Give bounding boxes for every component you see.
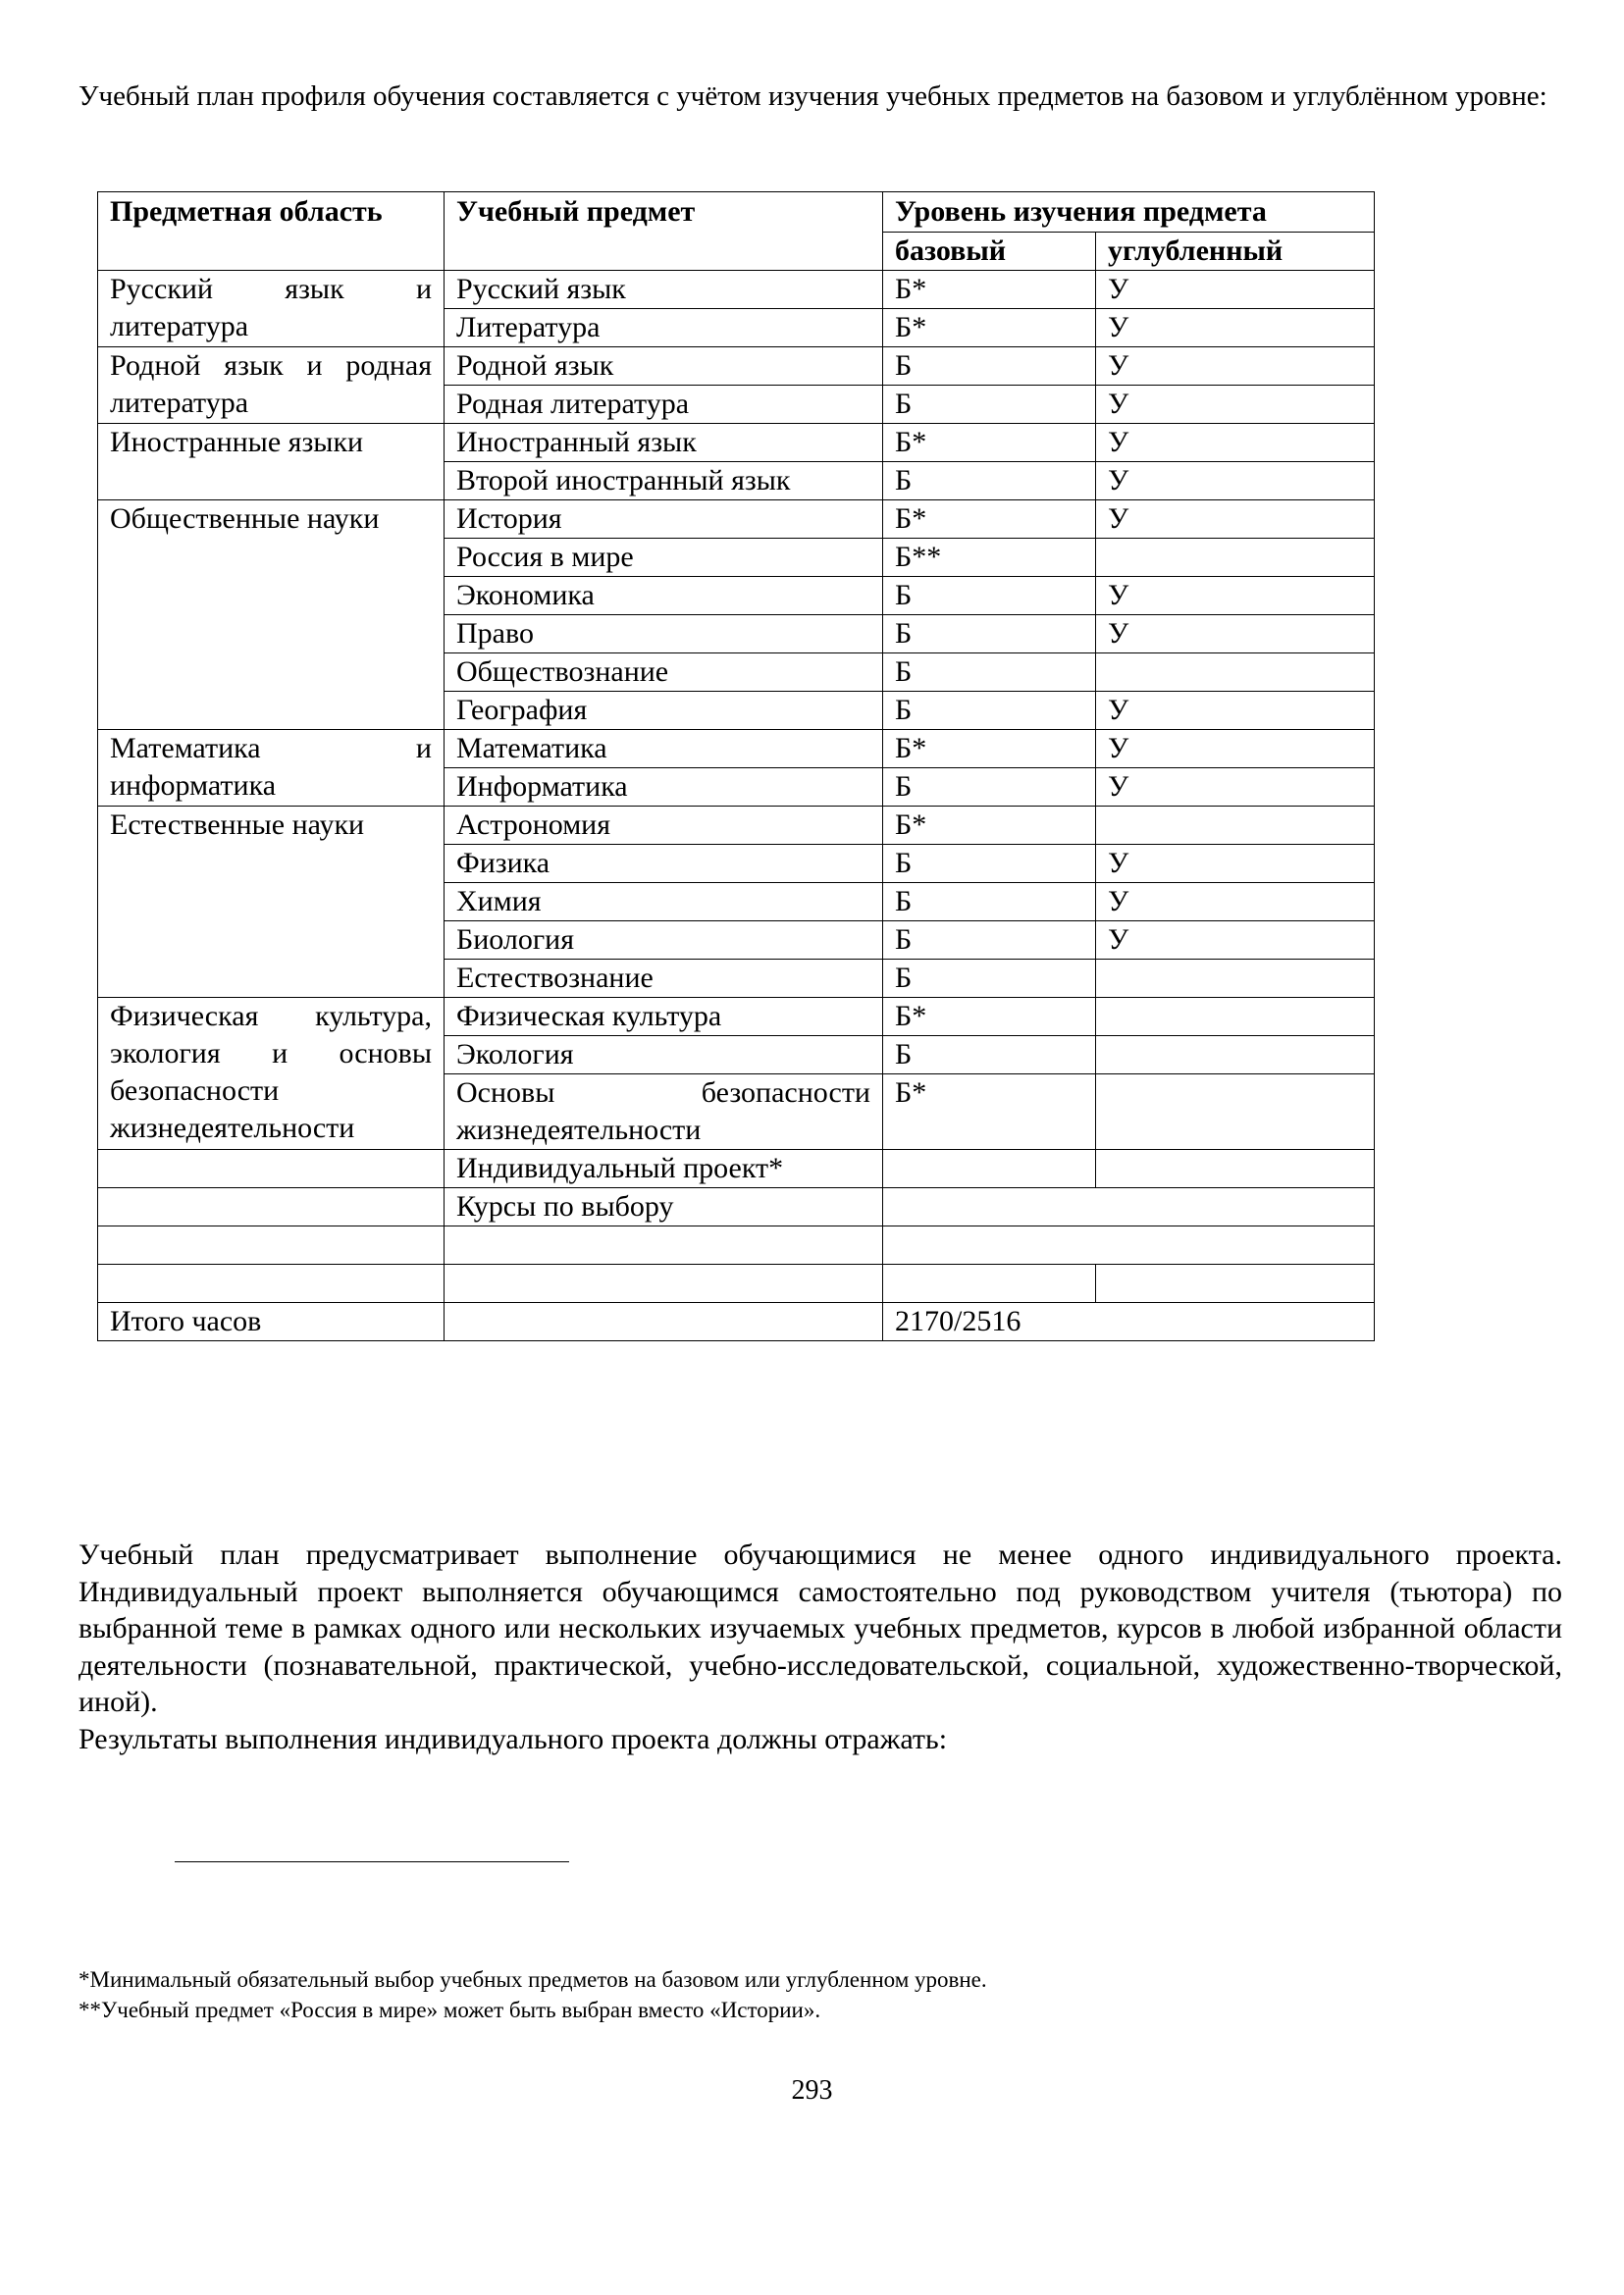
subject-cell: Русский язык	[445, 271, 883, 309]
curriculum-table	[97, 191, 1375, 1341]
basic-cell: Б	[883, 883, 1096, 921]
advanced-cell: У	[1096, 921, 1375, 960]
project-paragraph: Учебный план предусматривает выполнение обучающимися не менее одного индивидуального проекта. Индивидуальный проект выполняется обучающимся самостоятельно под руководством учителя (тьютора) по выбранной теме в рамках одного или нескольких изучаемых учебных предметов, курсов в любой избранной области деятельности (познавательной, практической, учебно-исследовательской, социальной, художественно-творческой, иной).	[79, 1539, 1562, 1718]
table-row	[98, 347, 1375, 386]
subject-cell: Экология	[445, 1036, 883, 1074]
table-row	[98, 730, 1375, 768]
advanced-cell: У	[1096, 883, 1375, 921]
page-number: 293	[791, 2075, 833, 2106]
table-row	[98, 271, 1375, 309]
table-row	[98, 1188, 1375, 1226]
basic-cell	[883, 1265, 1096, 1303]
advanced-cell: У	[1096, 615, 1375, 653]
advanced-cell: У	[1096, 347, 1375, 386]
subject-cell: Физическая культура	[445, 998, 883, 1036]
basic-cell: Б**	[883, 539, 1096, 577]
total-hours: 2170/2516	[883, 1303, 1375, 1341]
basic-cell: Б	[883, 577, 1096, 615]
footnote-1: *Минимальный обязательный выбор учебных предметов на базовом или углубленном уровне.	[79, 1967, 987, 1992]
header-basic: базовый	[883, 233, 1096, 271]
subject-cell: Право	[445, 615, 883, 653]
footnote-separator	[175, 1861, 569, 1862]
results-paragraph: Результаты выполнения индивидуального проекта должны отражать:	[79, 1722, 948, 1755]
advanced-cell	[1096, 998, 1375, 1036]
subject-cell: Второй иностранный язык	[445, 462, 883, 500]
table-row	[98, 1226, 1375, 1265]
subject-cell: Литература	[445, 309, 883, 347]
basic-cell: Б*	[883, 424, 1096, 462]
subject-cell: Химия	[445, 883, 883, 921]
basic-cell: Б	[883, 768, 1096, 807]
table-row	[98, 500, 1375, 539]
area-cell	[98, 1188, 445, 1226]
advanced-cell: У	[1096, 386, 1375, 424]
subject-cell	[445, 1303, 883, 1341]
basic-cell: Б	[883, 960, 1096, 998]
advanced-cell	[1096, 1074, 1375, 1150]
footnotes	[79, 1964, 1562, 2025]
area-cell: Естественные науки	[98, 807, 445, 998]
advanced-cell	[1096, 1036, 1375, 1074]
intro-paragraph: Учебный план профиля обучения составляется с учётом изучения учебных предметов на базовом и углублённом уровне:	[79, 80, 1547, 112]
footnote-2: **Учебный предмет «Россия в мире» может быть выбран вместо «Истории».	[79, 1998, 821, 2022]
advanced-cell: У	[1096, 424, 1375, 462]
basic-cell	[883, 1150, 1096, 1188]
basic-cell: Б	[883, 692, 1096, 730]
advanced-cell	[1096, 1150, 1375, 1188]
basic-cell: Б	[883, 921, 1096, 960]
header-subject: Учебный предмет	[445, 192, 883, 271]
advanced-cell: У	[1096, 462, 1375, 500]
header-advanced: углубленный	[1096, 233, 1375, 271]
basic-cell: Б*	[883, 730, 1096, 768]
header-area: Предметная область	[98, 192, 445, 271]
subject-cell: Индивидуальный проект*	[445, 1150, 883, 1188]
basic-cell: Б*	[883, 1074, 1096, 1150]
area-cell	[98, 1150, 445, 1188]
basic-cell: Б	[883, 386, 1096, 424]
subject-cell: История	[445, 500, 883, 539]
basic-cell: Б	[883, 845, 1096, 883]
basic-cell: Б*	[883, 309, 1096, 347]
level-cell	[883, 1226, 1375, 1265]
subject-cell: Родной язык	[445, 347, 883, 386]
subject-cell	[445, 1226, 883, 1265]
advanced-cell: У	[1096, 845, 1375, 883]
area-cell: Математика и информатика	[98, 730, 445, 807]
advanced-cell: У	[1096, 577, 1375, 615]
subject-cell: Родная литература	[445, 386, 883, 424]
advanced-cell: У	[1096, 692, 1375, 730]
area-cell: Физическая культура, экология и основы безопасности жизнедеятельности	[98, 998, 445, 1150]
advanced-cell	[1096, 807, 1375, 845]
area-cell: Родной язык и родная литература	[98, 347, 445, 424]
subject-cell: Обществознание	[445, 653, 883, 692]
advanced-cell: У	[1096, 271, 1375, 309]
subject-cell: Естествознание	[445, 960, 883, 998]
basic-cell: Б	[883, 462, 1096, 500]
table-row	[98, 807, 1375, 845]
level-cell	[883, 1188, 1375, 1226]
advanced-cell	[1096, 1265, 1375, 1303]
advanced-cell: У	[1096, 309, 1375, 347]
area-cell: Общественные науки	[98, 500, 445, 730]
table-header-row	[98, 192, 1375, 233]
subject-cell: Информатика	[445, 768, 883, 807]
table-row	[98, 1265, 1375, 1303]
subject-cell: Биология	[445, 921, 883, 960]
subject-cell: Основы безопасности жизнедеятельности	[445, 1074, 883, 1150]
subject-cell: География	[445, 692, 883, 730]
advanced-cell	[1096, 653, 1375, 692]
subject-cell: Иностранный язык	[445, 424, 883, 462]
advanced-cell: У	[1096, 730, 1375, 768]
basic-cell: Б	[883, 1036, 1096, 1074]
area-cell	[98, 1265, 445, 1303]
advanced-cell	[1096, 960, 1375, 998]
project-description	[79, 1537, 1562, 1757]
subject-cell	[445, 1265, 883, 1303]
area-cell: Иностранные языки	[98, 424, 445, 500]
basic-cell: Б	[883, 615, 1096, 653]
table-row	[98, 998, 1375, 1036]
table-row	[98, 1150, 1375, 1188]
subject-cell: Физика	[445, 845, 883, 883]
basic-cell: Б	[883, 347, 1096, 386]
total-label: Итого часов	[98, 1303, 445, 1341]
basic-cell: Б*	[883, 271, 1096, 309]
subject-cell: Экономика	[445, 577, 883, 615]
basic-cell: Б*	[883, 807, 1096, 845]
advanced-cell: У	[1096, 500, 1375, 539]
advanced-cell	[1096, 539, 1375, 577]
area-cell	[98, 1226, 445, 1265]
total-row	[98, 1303, 1375, 1341]
subject-cell: Астрономия	[445, 807, 883, 845]
subject-cell: Россия в мире	[445, 539, 883, 577]
area-cell: Русский язык и литература	[98, 271, 445, 347]
basic-cell: Б	[883, 653, 1096, 692]
advanced-cell: У	[1096, 768, 1375, 807]
basic-cell: Б*	[883, 998, 1096, 1036]
table-row	[98, 424, 1375, 462]
subject-cell: Математика	[445, 730, 883, 768]
basic-cell: Б*	[883, 500, 1096, 539]
subject-cell: Курсы по выбору	[445, 1188, 883, 1226]
header-level: Уровень изучения предмета	[883, 192, 1375, 233]
